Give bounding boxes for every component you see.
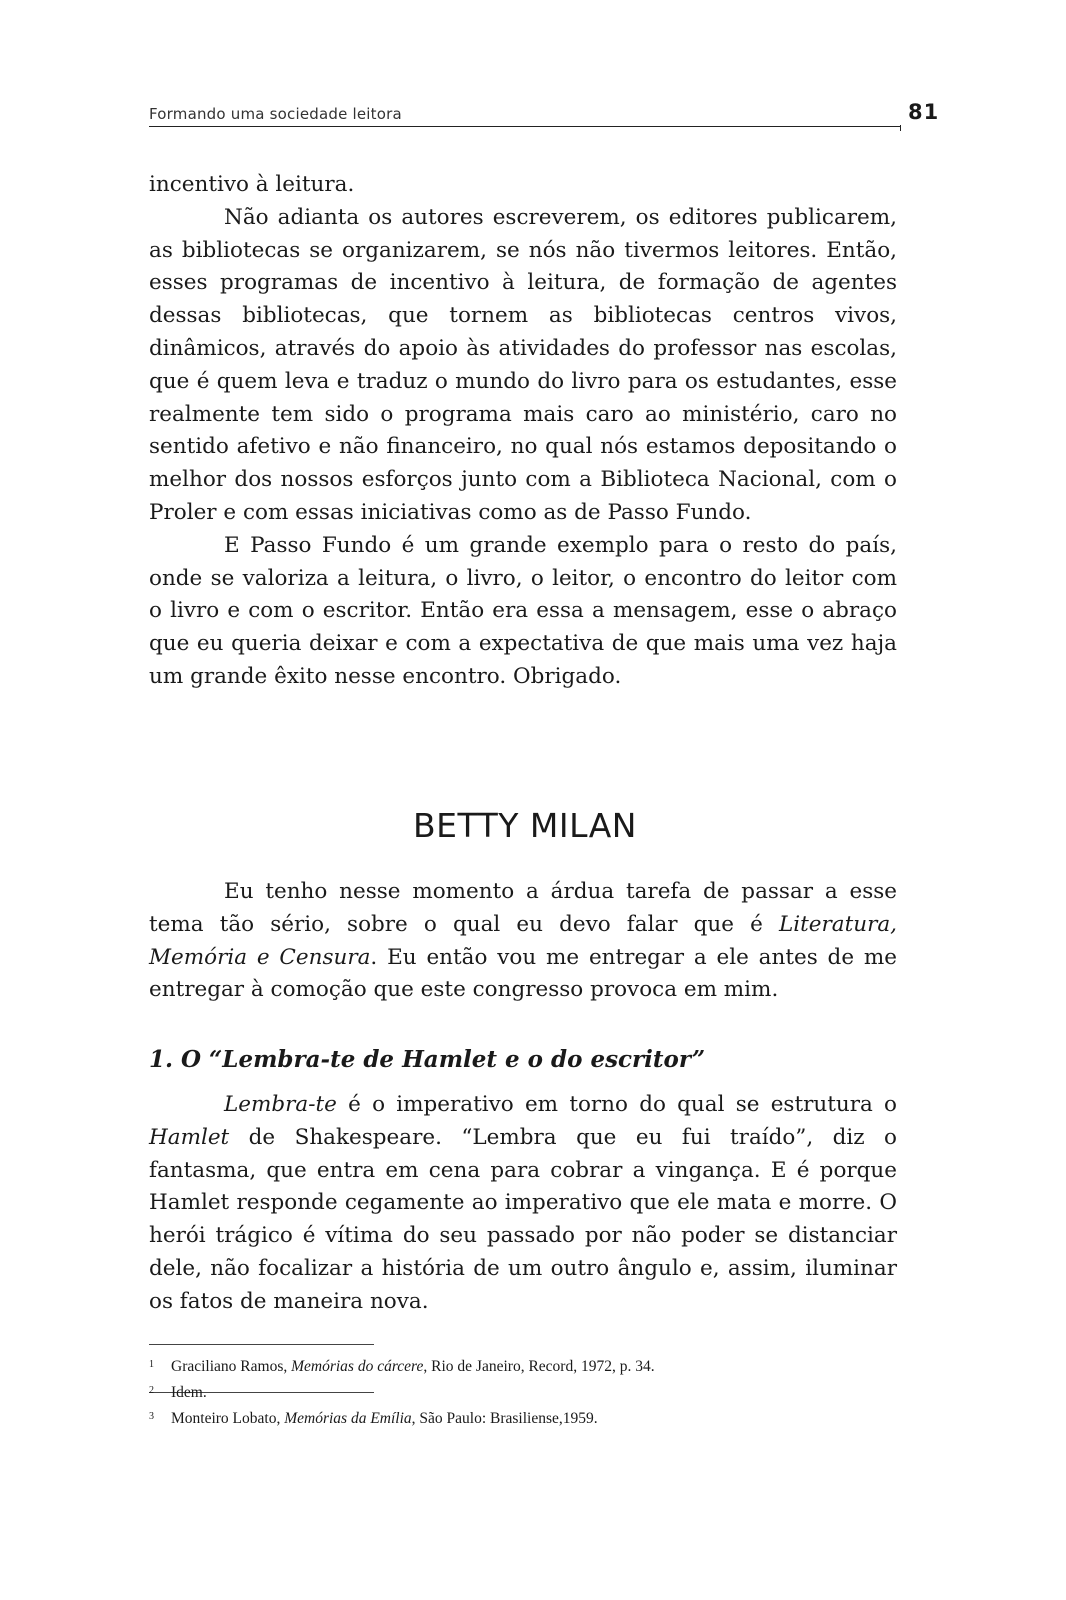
text-segment: é o imperativo em torno do qual se estrutura o xyxy=(336,1092,897,1117)
running-header xyxy=(149,102,901,127)
hamlet-text-block xyxy=(149,1089,897,1319)
footnote-title: Memórias do cárcere xyxy=(291,1358,424,1375)
paragraph xyxy=(149,876,897,1007)
paragraph-continuation: incentivo à leitura. xyxy=(149,172,355,197)
footnote xyxy=(149,1380,901,1406)
page-number: 81 xyxy=(908,100,940,124)
paragraph xyxy=(149,1089,897,1319)
section-title: BETTY MILAN xyxy=(413,806,637,845)
lead-text-block xyxy=(149,169,897,694)
footnote-divider xyxy=(149,1344,374,1345)
footnote-rest: , Rio de Janeiro, Record, 1972, p. 34. xyxy=(423,1358,655,1375)
running-title: Formando uma sociedade leitora xyxy=(149,105,402,123)
footnote-title: Memórias da Emília xyxy=(284,1410,412,1427)
footnote-text xyxy=(171,1380,207,1406)
footnote-mark: 1 xyxy=(149,1359,154,1370)
emphasis-hamlet: Hamlet xyxy=(149,1124,230,1150)
footnote-author: Graciliano Ramos, xyxy=(171,1358,292,1375)
footnote xyxy=(149,1354,901,1380)
paragraph: Não adianta os autores escreverem, os editores publicarem, as bibliotecas se organizarem, se nós não tivermos leitores. Então, esses programas de incentivo à leitura, de formação de agentes dessas bibliotecas, que tornem as bibliotecas centros vivos, dinâmicos, através do apoio às atividades do professor nas escolas, que é quem leva e traduz o mundo do livro para os estudantes, esse realmente tem sido o programa mais caro ao ministério, caro no sentido afetivo e não financeiro, no qual nós estamos depositando o melhor dos nossos esforços junto com a Biblioteca Nacional, com o Proler e com essas iniciativas como as de Passo Fundo. xyxy=(149,204,897,525)
header-rule-tick xyxy=(900,125,902,131)
footnote xyxy=(149,1406,901,1432)
intro-text-start: Eu tenho nesse momento a árdua tarefa de passar a esse tema tão sério, sobre o qual eu devo falar que é xyxy=(149,879,897,937)
footnote-mark: 2 xyxy=(149,1385,154,1396)
footnote-text xyxy=(171,1406,598,1432)
emphasis-lembra-te: Lembra-te xyxy=(224,1092,337,1117)
footnote-author: Monteiro Lobato, xyxy=(171,1410,285,1427)
footnote-rest: , São Paulo: Brasiliense,1959. xyxy=(411,1410,598,1427)
footnote-text xyxy=(171,1354,655,1380)
footnotes xyxy=(149,1354,901,1432)
paragraph: E Passo Fundo é um grande exemplo para o resto do país, onde se valoriza a leitura, o livro, o leitor, o encontro do leitor com o livro e com o escritor. Então era essa a mensagem, esse o abraço que eu queria deixar e com a expectativa de que mais uma vez haja um grande êxito nesse encontro. Obrigado. xyxy=(149,532,897,689)
subsection-heading: 1. O “Lembra-te de Hamlet e o do escritor” xyxy=(149,1046,706,1073)
footnote-author: Idem. xyxy=(171,1384,207,1401)
text-segment: de Shakespeare. “Lembra que eu fui traído”, diz o fantasma, que entra em cena para cobrar a vingança. E é porque Hamlet responde cegamente ao imperativo que ele mata e morre. O herói trágico é vítima do seu passado por não poder se distanciar dele, não focalizar a história de um outro ângulo e, assim, iluminar os fatos de maneira nova. xyxy=(149,1124,897,1314)
intro-text-block xyxy=(149,876,897,1007)
intro-emphasis: Literatura, Memória e Censura xyxy=(149,911,897,970)
intro-text-end: . Eu então vou me entregar a ele antes de me entregar à comoção que este congresso provoca em mim. xyxy=(149,944,897,1003)
footnote-mark: 3 xyxy=(149,1411,154,1422)
